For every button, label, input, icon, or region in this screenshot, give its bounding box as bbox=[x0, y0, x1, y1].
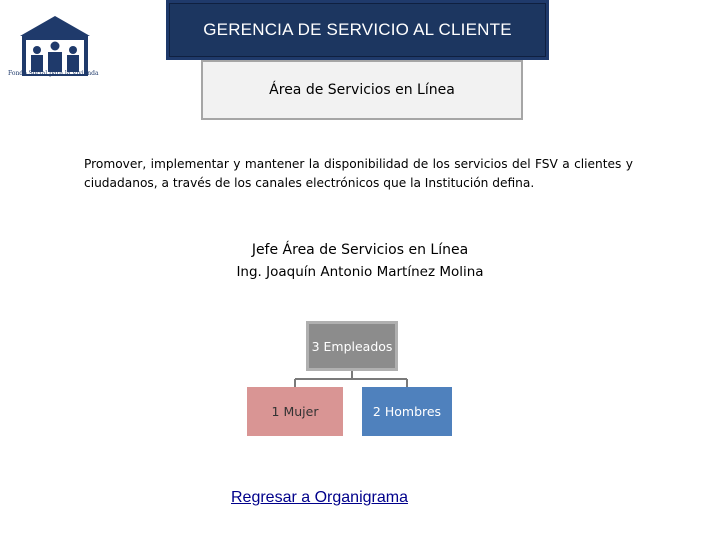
header-banner bbox=[166, 0, 549, 60]
logo-figure-head-left bbox=[33, 46, 41, 54]
men-label: 2 Hombres bbox=[372, 404, 442, 419]
logo-caption: Fondo Social para la Vivienda bbox=[8, 70, 99, 77]
men-node bbox=[362, 387, 452, 436]
chief-name: Ing. Joaquín Antonio Martínez Molina bbox=[236, 264, 484, 280]
back-to-org-chart-link[interactable]: Regresar a Organigrama bbox=[231, 489, 408, 506]
chief-title: Jefe Área de Servicios en Línea bbox=[251, 242, 469, 258]
logo-roof bbox=[20, 16, 90, 36]
area-box bbox=[201, 60, 523, 120]
logo-figure-head-center bbox=[51, 42, 60, 51]
women-node bbox=[247, 387, 343, 436]
area-description: Promover, implementar y mantener la disponibilidad de los servicios del FSV a clientes y ciudadanos, a través de los canales electrónicos que la Institución defina. bbox=[84, 157, 633, 190]
page-title: GERENCIA DE SERVICIO AL CLIENTE bbox=[203, 20, 512, 39]
header-inner bbox=[169, 3, 546, 57]
women-label: 1 Mujer bbox=[271, 404, 319, 419]
employees-total-node bbox=[306, 321, 398, 371]
employees-total-label: 3 Empleados bbox=[311, 338, 393, 354]
area-title: Área de Servicios en Línea bbox=[269, 82, 455, 98]
logo-figure-body-center bbox=[48, 52, 62, 72]
logo-figure-head-right bbox=[69, 46, 77, 54]
